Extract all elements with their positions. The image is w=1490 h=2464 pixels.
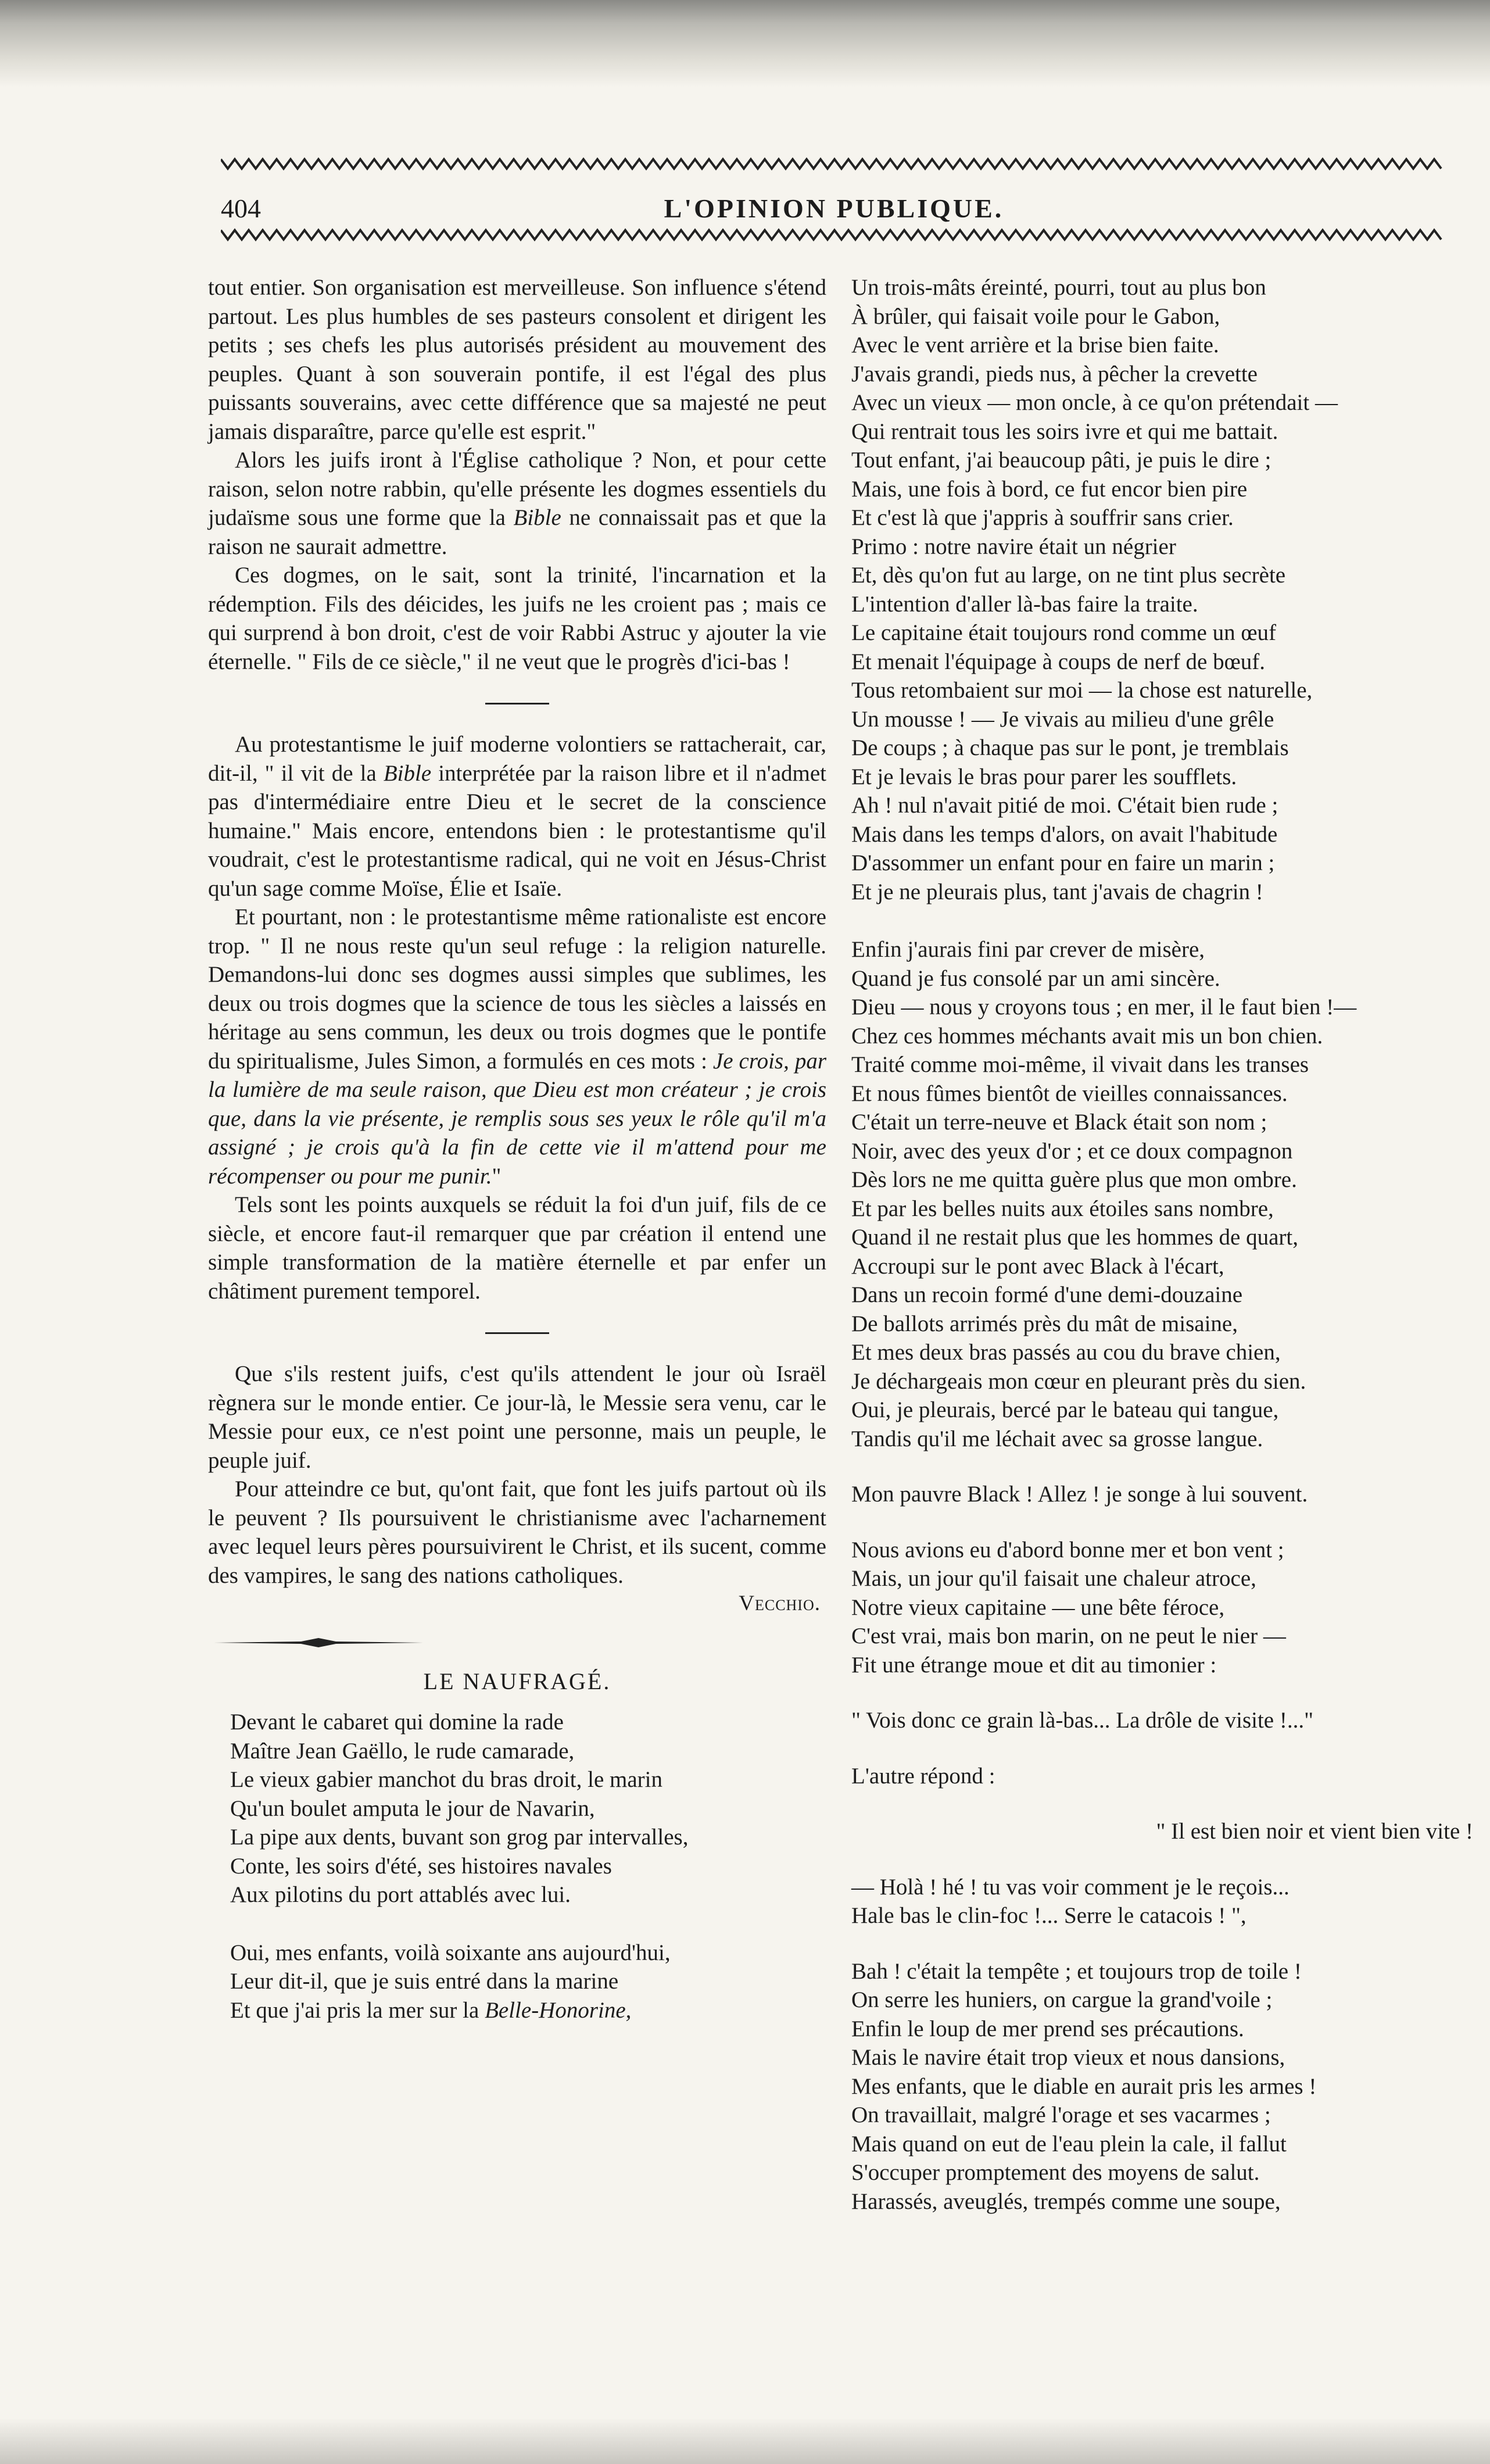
poem-line: Le capitaine était toujours rond comme un œuf <box>851 620 1277 645</box>
poem-stanza <box>208 1996 826 2025</box>
poem-line: De ballots arrimés près du mât de misaine, <box>851 1311 1238 1336</box>
poem-line: C'était un terre-neuve et Black était son nom ; <box>851 1110 1267 1135</box>
poem-line: Et menait l'équipage à coups de nerf de bœuf. <box>851 649 1266 674</box>
poem-line: S'occuper promptement des moyens de salut. <box>851 2160 1260 2185</box>
left-column <box>208 273 826 2025</box>
poem-line: Le vieux gabier manchot du bras droit, le marin <box>230 1767 663 1792</box>
poem-line: Accroupi sur le pont avec Black à l'écart, <box>851 1253 1224 1279</box>
poem-line: Et je levais le bras pour parer les soufflets. <box>851 764 1237 789</box>
header-bottom-ornament <box>221 228 1447 242</box>
poem-line: Mon pauvre Black ! Allez ! je songe à lui souvent. <box>851 1482 1308 1507</box>
poem-line: L'autre répond : <box>851 1763 995 1789</box>
poem-line: L'intention d'aller là-bas faire la traite. <box>851 591 1198 617</box>
poem-line: Fit une étrange moue et dit au timonier : <box>851 1652 1217 1678</box>
article-paragraph: Que s'ils restent juifs, c'est qu'ils attendent le jour où Israël règnera sur le monde entier. Ce jour-là, le Messie sera venu, car le Messie pour eux, ce n'est point une personne, mais un peuple, le peuple juif. <box>208 1361 826 1473</box>
poem-line: Et mes deux bras passés au cou du brave chien, <box>851 1340 1281 1365</box>
poem-line: Noir, avec des yeux d'or ; et ce doux compagnon <box>851 1138 1293 1164</box>
poem-line: Mais, une fois à bord, ce fut encor bien pire <box>851 476 1248 502</box>
poem-line: Et que j'ai pris la mer sur la Belle-Honorine, <box>230 1997 632 2023</box>
poem-line: Leur dit-il, que je suis entré dans la marine <box>230 1969 619 1994</box>
article-paragraph: Ces dogmes, on le sait, sont la trinité, l'incarnation et la rédemption. Fils des déicides, les juifs ne les croient pas ; mais ce qui surprend à bon droit, c'est de voir Rabbi Astruc y ajouter la vie éternelle. " Fils de ce siècle," il ne veut que le progrès d'ici-bas ! <box>208 563 826 674</box>
author-signature: Vecchio. <box>739 1592 821 1615</box>
poem-line: D'assommer un enfant pour en faire un marin ; <box>851 850 1275 875</box>
poem-stanza <box>851 1873 1473 1930</box>
poem-line: Bah ! c'était la tempête ; et toujours trop de toile ! <box>851 1958 1302 1984</box>
poem-line: Mes enfants, que le diable en aurait pris les armes ! <box>851 2073 1317 2099</box>
poem-line: Avec le vent arrière et la brise bien faite. <box>851 332 1219 357</box>
poem-line: Et je ne pleurais plus, tant j'avais de chagrin ! <box>851 879 1263 904</box>
scan-top-band <box>0 0 1490 87</box>
section-divider <box>485 703 549 704</box>
section-divider <box>485 1332 549 1334</box>
poem-line: Oui, je pleurais, bercé par le bateau qui tangue, <box>851 1397 1279 1422</box>
poem-line: Mais, un jour qu'il faisait une chaleur atroce, <box>851 1566 1256 1591</box>
poem-line: Dès lors ne me quitta guère plus que mon ombre. <box>851 1167 1297 1192</box>
poem-line: Dieu — nous y croyons tous ; en mer, il le faut bien !— <box>851 995 1357 1020</box>
poem-line: Primo : notre navire était un négrier <box>851 534 1176 559</box>
poem-line: " Vois donc ce grain là-bas... La drôle de visite !..." <box>851 1708 1314 1733</box>
article-paragraph: tout entier. Son organisation est merveilleuse. Son influence s'étend partout. Les plus humbles de ses pasteurs consolent et dirigent les petits ; ses chefs les plus autorisés président au mouvement des peuples. Quant à son souverain pontife, il est l'égal des plus puissants souverains, avec cette différence que sa majesté ne peut jamais disparaître, parce qu'elle est esprit." <box>208 275 826 444</box>
poem-line: Maître Jean Gaëllo, le rude camarade, <box>230 1738 575 1764</box>
poem-line: Tous retombaient sur moi — la chose est naturelle, <box>851 678 1313 703</box>
article-paragraph: Alors les juifs iront à l'Église catholique ? Non, et pour cette raison, selon notre rabbin, qu'elle présente les dogmes essentiels du judaïsme sous une forme que la Bible ne connaissait pas et que la raison ne saurait admettre. <box>208 448 826 559</box>
poem-line: " Il est bien noir et vient bien vite ! <box>1156 1819 1473 1844</box>
poem-line: Dans un recoin formé d'une demi-douzaine <box>851 1282 1243 1307</box>
poem-stanza <box>851 1817 1473 1846</box>
poem-line: Un mousse ! — Je vivais au milieu d'une grêle <box>851 706 1274 732</box>
poem-line: Tout enfant, j'ai beaucoup pâti, je puis le dire ; <box>851 448 1271 473</box>
poem-stanza <box>851 1536 1473 1680</box>
poem-line: On serre les huniers, on cargue la grand'voile ; <box>851 1987 1273 2012</box>
header-top-ornament <box>221 157 1447 171</box>
poem-stanza <box>851 1706 1473 1735</box>
poem-line: Un trois-mâts éreinté, pourri, tout au plus bon <box>851 275 1266 300</box>
poem-line: Qui rentrait tous les soirs ivre et qui me battait. <box>851 419 1278 444</box>
article-paragraph: Pour atteindre ce but, qu'ont fait, que font les juifs partout où ils le peuvent ? Ils poursuivent le christianisme avec l'acharnement avec lequel leurs pères poursuivirent le Christ, et ils sucent, comme des vampires, le sang des nations catholiques. <box>208 1476 826 1588</box>
page-number: 404 <box>221 194 261 223</box>
poem-stanza <box>851 1957 1473 2216</box>
poem-line: J'avais grandi, pieds nus, à pêcher la crevette <box>851 361 1258 387</box>
poem-stanza <box>208 1939 826 1996</box>
page-header <box>221 157 1447 250</box>
article-paragraph: Et pourtant, non : le protestantisme même rationaliste est encore trop. " Il ne nous reste qu'un seul refuge : la religion naturelle. Demandons-lui donc ses dogmes aussi simples que sublimes, les deux ou trois dogmes que la science de tous les siècles a laissés en héritage au sens commun, les deux ou trois dogmes que le pontife du spiritualisme, Jules Simon, a formulés en ces mots : Je crois, par la lumière de ma seule raison, que Dieu est mon créateur ; je crois que, dans la vie présente, je remplis sous ses yeux le rôle qu'il m'a assigné ; je crois qu'à la fin de cette vie il m'attend pour me récompenser ou pour me punir." <box>208 904 826 1189</box>
poem-line: Conte, les soirs d'été, ses histoires navales <box>230 1853 612 1879</box>
poem-line: La pipe aux dents, buvant son grog par intervalles, <box>230 1825 689 1850</box>
poem-line: Quand je fus consolé par un ami sincère. <box>851 965 1220 991</box>
poem-line: Traité comme moi-même, il vivait dans les transes <box>851 1052 1309 1077</box>
poem-line: À brûler, qui faisait voile pour le Gabon, <box>851 303 1220 329</box>
poem-stanza <box>851 935 1473 1453</box>
journal-title: L'OPINION PUBLIQUE. <box>664 194 1004 223</box>
poem-line: Oui, mes enfants, voilà soixante ans aujourd'hui, <box>230 1940 671 1965</box>
poem-line: C'est vrai, mais bon marin, on ne peut le nier — <box>851 1623 1286 1648</box>
poem-line: — Holà ! hé ! tu vas voir comment je le reçois... <box>851 1874 1290 1900</box>
poem-stanza <box>851 1480 1473 1509</box>
poem-line: Enfin le loup de mer prend ses précautions. <box>851 2016 1244 2041</box>
poem-line: Notre vieux capitaine — une bête féroce, <box>851 1594 1225 1620</box>
right-column <box>851 273 1473 2216</box>
poem-stanza <box>851 273 1473 906</box>
poem-line: Mais le navire était trop vieux et nous dansions, <box>851 2045 1285 2070</box>
poem-line: Mais quand on eut de l'eau plein la cale, il fallut <box>851 2131 1287 2157</box>
scan-bottom-band <box>0 2418 1490 2464</box>
poem-line: Nous avions eu d'abord bonne mer et bon vent ; <box>851 1537 1284 1562</box>
title-ornament <box>208 1637 429 1648</box>
poem-line: Devant le cabaret qui domine la rade <box>230 1710 564 1735</box>
poem-line: On travaillait, malgré l'orage et ses vacarmes ; <box>851 2102 1271 2127</box>
poem-line: Mais dans les temps d'alors, on avait l'habitude <box>851 821 1278 847</box>
article-paragraph: Au protestantisme le juif moderne volontiers se rattacherait, car, dit-il, " il vit de la Bible interprétée par la raison libre et il n'admet pas d'intermédiaire entre Dieu et le secret de la conscience humaine." Mais encore, entendons bien : le protestantisme qu'il voudrait, c'est le protestantisme radical, qui ne voit en Jésus-Christ qu'un sage comme Moïse, Élie et Isaïe. <box>208 732 826 901</box>
poem-line: Et nous fûmes bientôt de vieilles connaissances. <box>851 1081 1288 1106</box>
poem-line: Je déchargeais mon cœur en pleurant près du sien. <box>851 1368 1306 1394</box>
poem-line: Tandis qu'il me léchait avec sa grosse langue. <box>851 1426 1263 1451</box>
poem-line: Et par les belles nuits aux étoiles sans nombre, <box>851 1196 1274 1221</box>
poem-title: LE NAUFRAGÉ. <box>423 1668 611 1694</box>
poem-line: Harassés, aveuglés, trempés comme une soupe, <box>851 2188 1281 2214</box>
poem-stanza <box>851 1762 1473 1791</box>
poem-stanza <box>208 1708 826 1909</box>
poem-line: Et c'est là que j'appris à souffrir sans crier. <box>851 505 1234 530</box>
poem-line: De coups ; à chaque pas sur le pont, je tremblais <box>851 735 1289 760</box>
poem-line: Enfin j'aurais fini par crever de misère, <box>851 937 1205 962</box>
poem-line: Hale bas le clin-foc !... Serre le catacois ! ", <box>851 1903 1247 1928</box>
poem-line: Chez ces hommes méchants avait mis un bon chien. <box>851 1023 1323 1049</box>
poem-line: Et, dès qu'on fut au large, on ne tint plus secrète <box>851 563 1286 588</box>
poem-line: Aux pilotins du port attablés avec lui. <box>230 1882 571 1907</box>
poem-line: Quand il ne restait plus que les hommes de quart, <box>851 1225 1298 1250</box>
poem-line: Ah ! nul n'avait pitié de moi. C'était bien rude ; <box>851 793 1278 818</box>
poem-line: Avec un vieux — mon oncle, à ce qu'on prétendait — <box>851 390 1338 415</box>
poem-line: Qu'un boulet amputa le jour de Navarin, <box>230 1796 595 1821</box>
article-paragraph: Tels sont les points auxquels se réduit la foi d'un juif, fils de ce siècle, et encore faut-il remarquer que par création il entend une simple transformation de la matière éternelle et par enfer un châtiment purement temporel. <box>208 1192 826 1304</box>
